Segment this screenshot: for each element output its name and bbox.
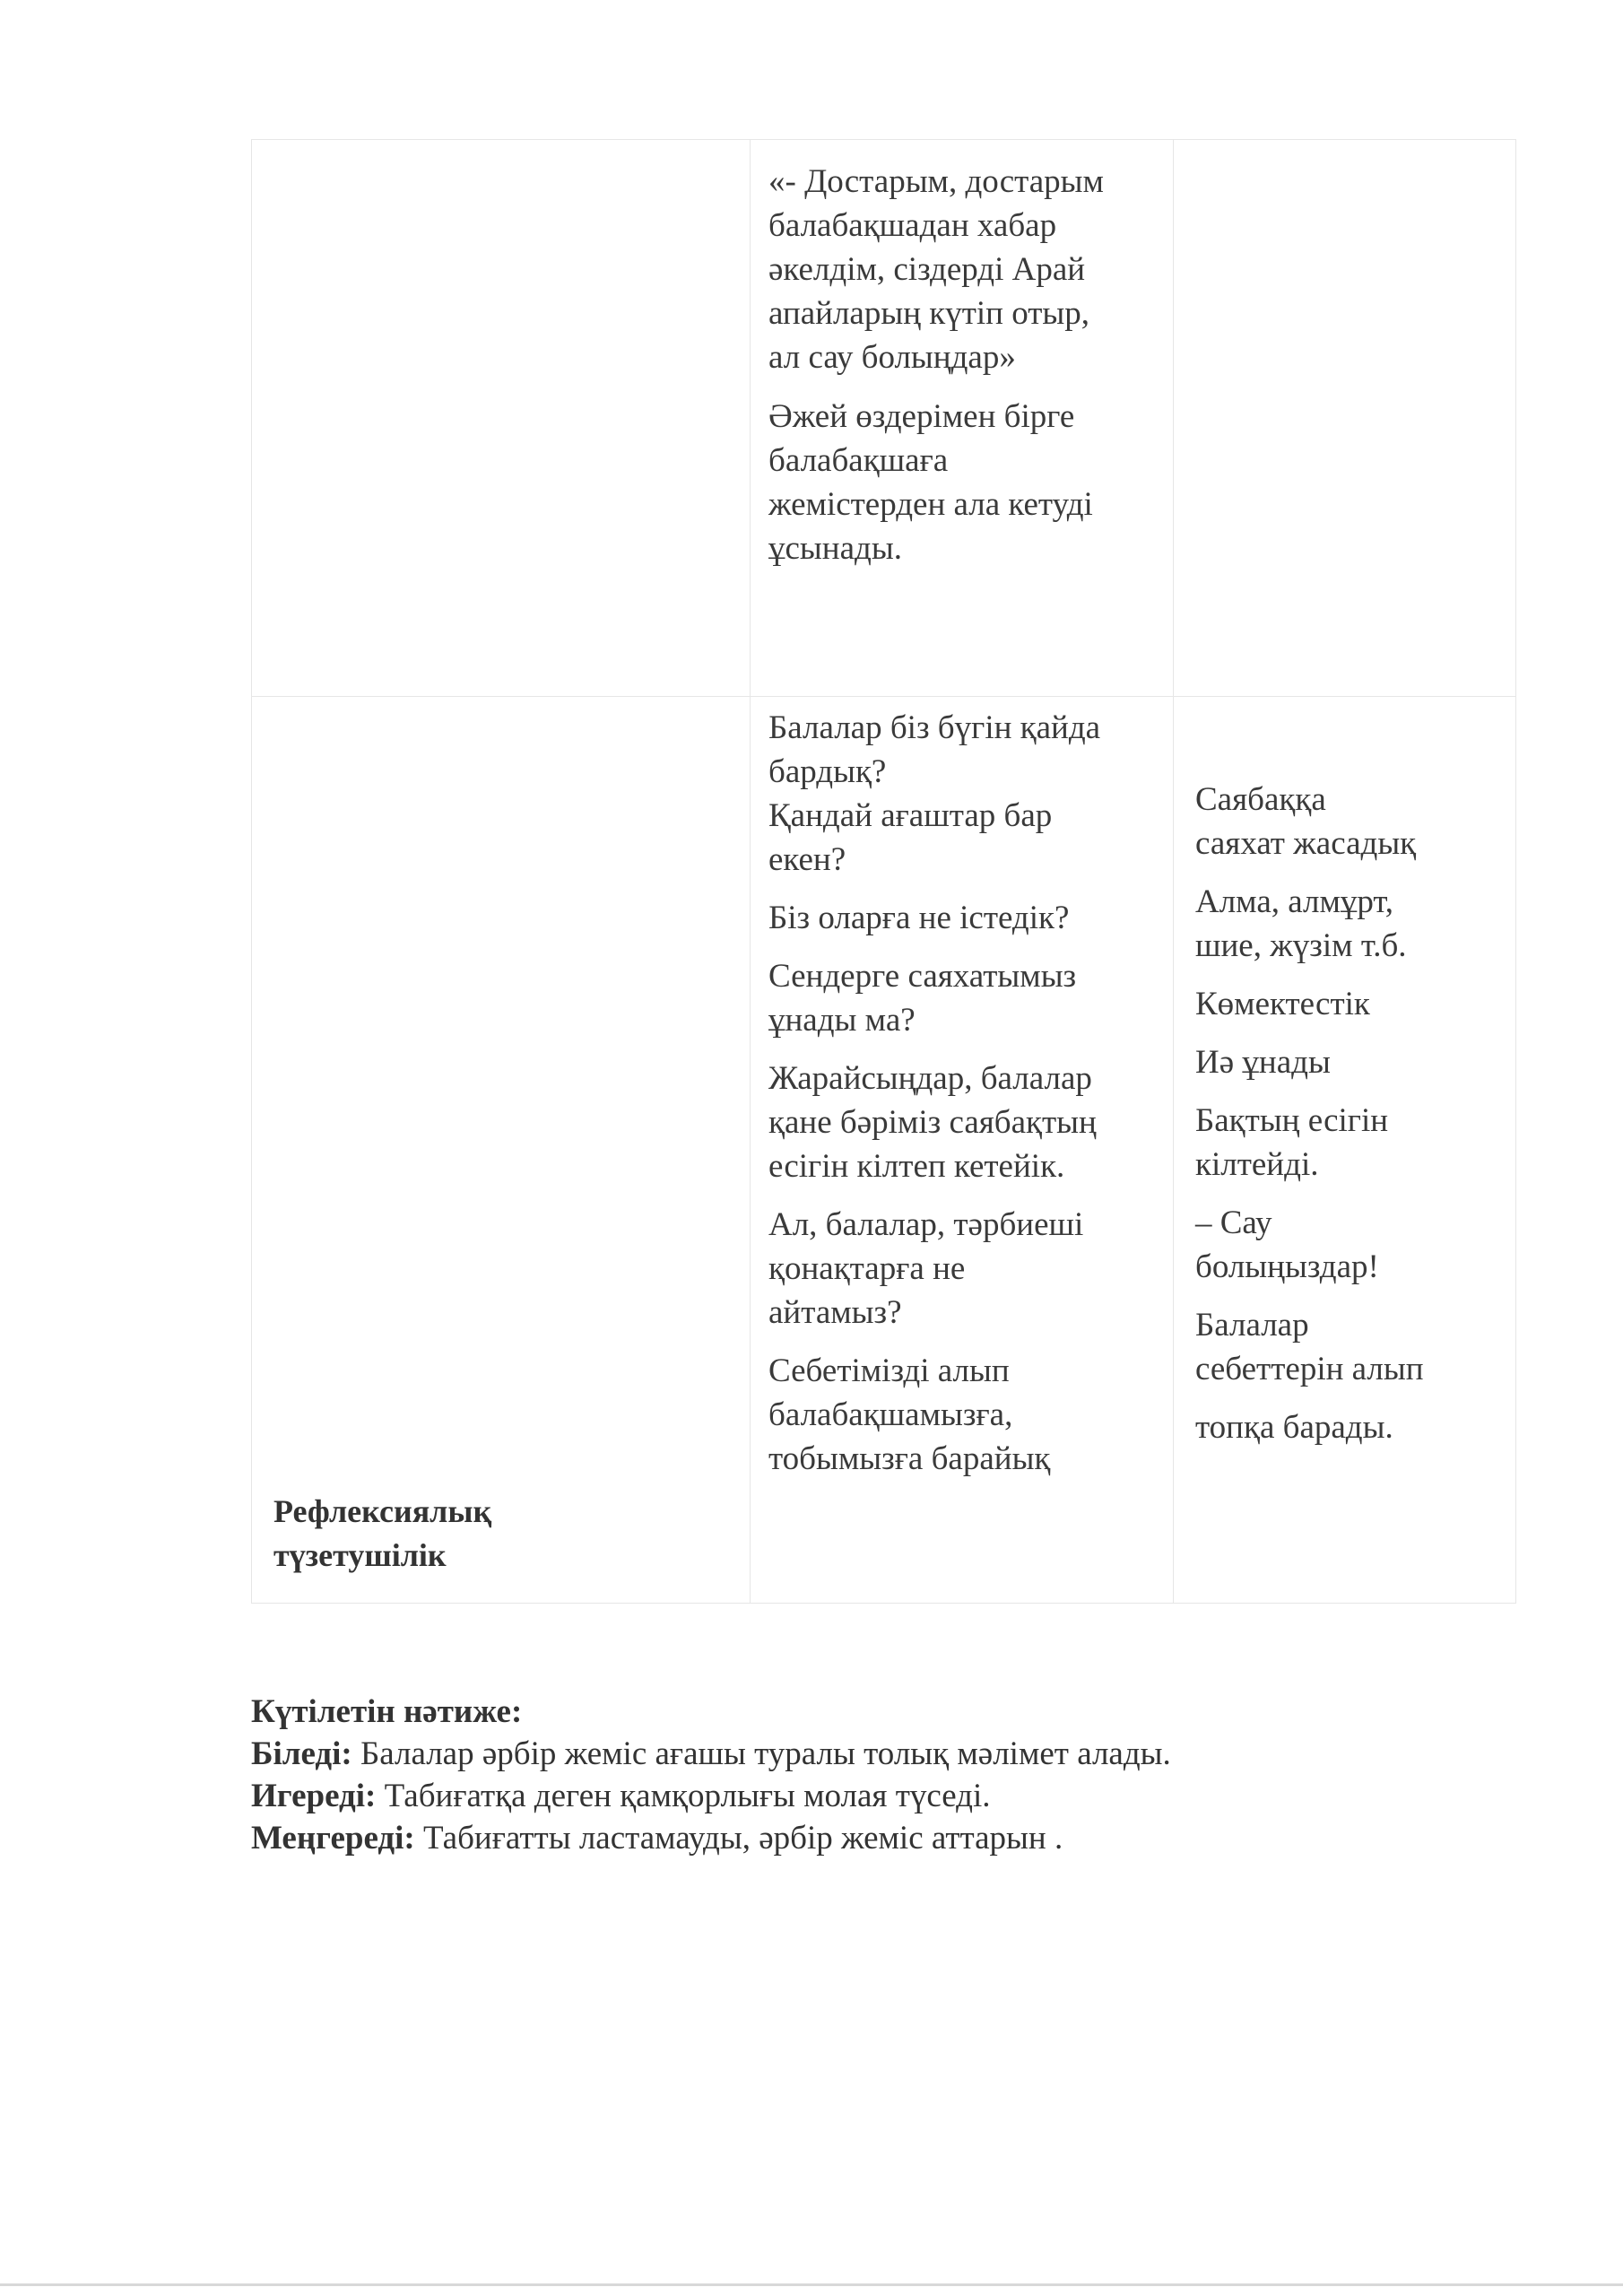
children-text: топқа барады. — [1195, 1409, 1393, 1446]
teacher-text: Ал, балалар, тәрбиеші қонақтарға не айтамыз? — [768, 1206, 1084, 1331]
children-activity-cell — [1174, 140, 1516, 697]
teacher-text: Әжей өздерімен бірге балабақшаға жемістерден ала кетуді ұсынады. — [768, 398, 1093, 567]
teacher-text: Жарайсыңдар, балалар қане бәріміз саябақтың есігін кілтеп кетейік. — [768, 1060, 1097, 1185]
masters-label: Игереді: — [251, 1778, 377, 1814]
expected-results — [251, 1691, 1524, 1859]
children-text: Көмектестік — [1195, 986, 1370, 1022]
results-title: Күтілетін нәтиже: — [251, 1693, 523, 1730]
acquires-label: Меңгереді: — [251, 1820, 415, 1857]
children-text: Саябаққа саяхат жасадық — [1195, 781, 1417, 862]
table-row — [252, 140, 1516, 697]
teacher-text: Себетімізді алып балабақшамызға, тобымызға барайық — [768, 1352, 1051, 1477]
children-text: – Сау болыңыздар! — [1195, 1205, 1379, 1285]
results-knows — [251, 1733, 1524, 1775]
lesson-table — [251, 139, 1516, 1604]
masters-text: Табиғатқа деген қамқорлығы молая түседі. — [376, 1778, 991, 1814]
stage-cell — [252, 140, 751, 697]
teacher-activity-cell — [751, 697, 1174, 1604]
results-masters — [251, 1775, 1524, 1817]
teacher-text: Балалар біз бүгін қайда бардық? Қандай ағаштар бар екен? — [768, 709, 1101, 878]
teacher-text: Сендерге саяхатымыз ұнады ма? — [768, 958, 1077, 1039]
acquires-text: Табиғатты ластамауды, әрбір жеміс аттарын . — [414, 1820, 1063, 1857]
knows-label: Біледі: — [251, 1735, 352, 1772]
teacher-activity-cell — [751, 140, 1174, 697]
table-row — [252, 697, 1516, 1604]
scan-edge-line — [0, 2283, 1623, 2286]
children-text: Бақтың есігін кілтейді. — [1195, 1102, 1389, 1183]
stage-label: Рефлексиялық түзетушілік — [273, 1493, 492, 1573]
teacher-text: «- Достарым, достарым балабақшадан хабар әкелдім, сіздерді Арай апайларың күтіп отыр, ал сау болыңдар» — [768, 163, 1104, 376]
children-text: Балалар себеттерін алып — [1195, 1307, 1424, 1387]
knows-text: Балалар әрбір жеміс ағашы туралы толық мәлімет алады. — [352, 1735, 1171, 1772]
teacher-text: Біз оларға не істедік? — [768, 900, 1070, 936]
results-acquires — [251, 1817, 1524, 1859]
children-text: Алма, алмұрт, шие, жүзім т.б. — [1195, 883, 1407, 964]
stage-cell — [252, 697, 751, 1604]
children-text: Иә ұнады — [1195, 1044, 1331, 1081]
children-activity-cell — [1174, 697, 1516, 1604]
